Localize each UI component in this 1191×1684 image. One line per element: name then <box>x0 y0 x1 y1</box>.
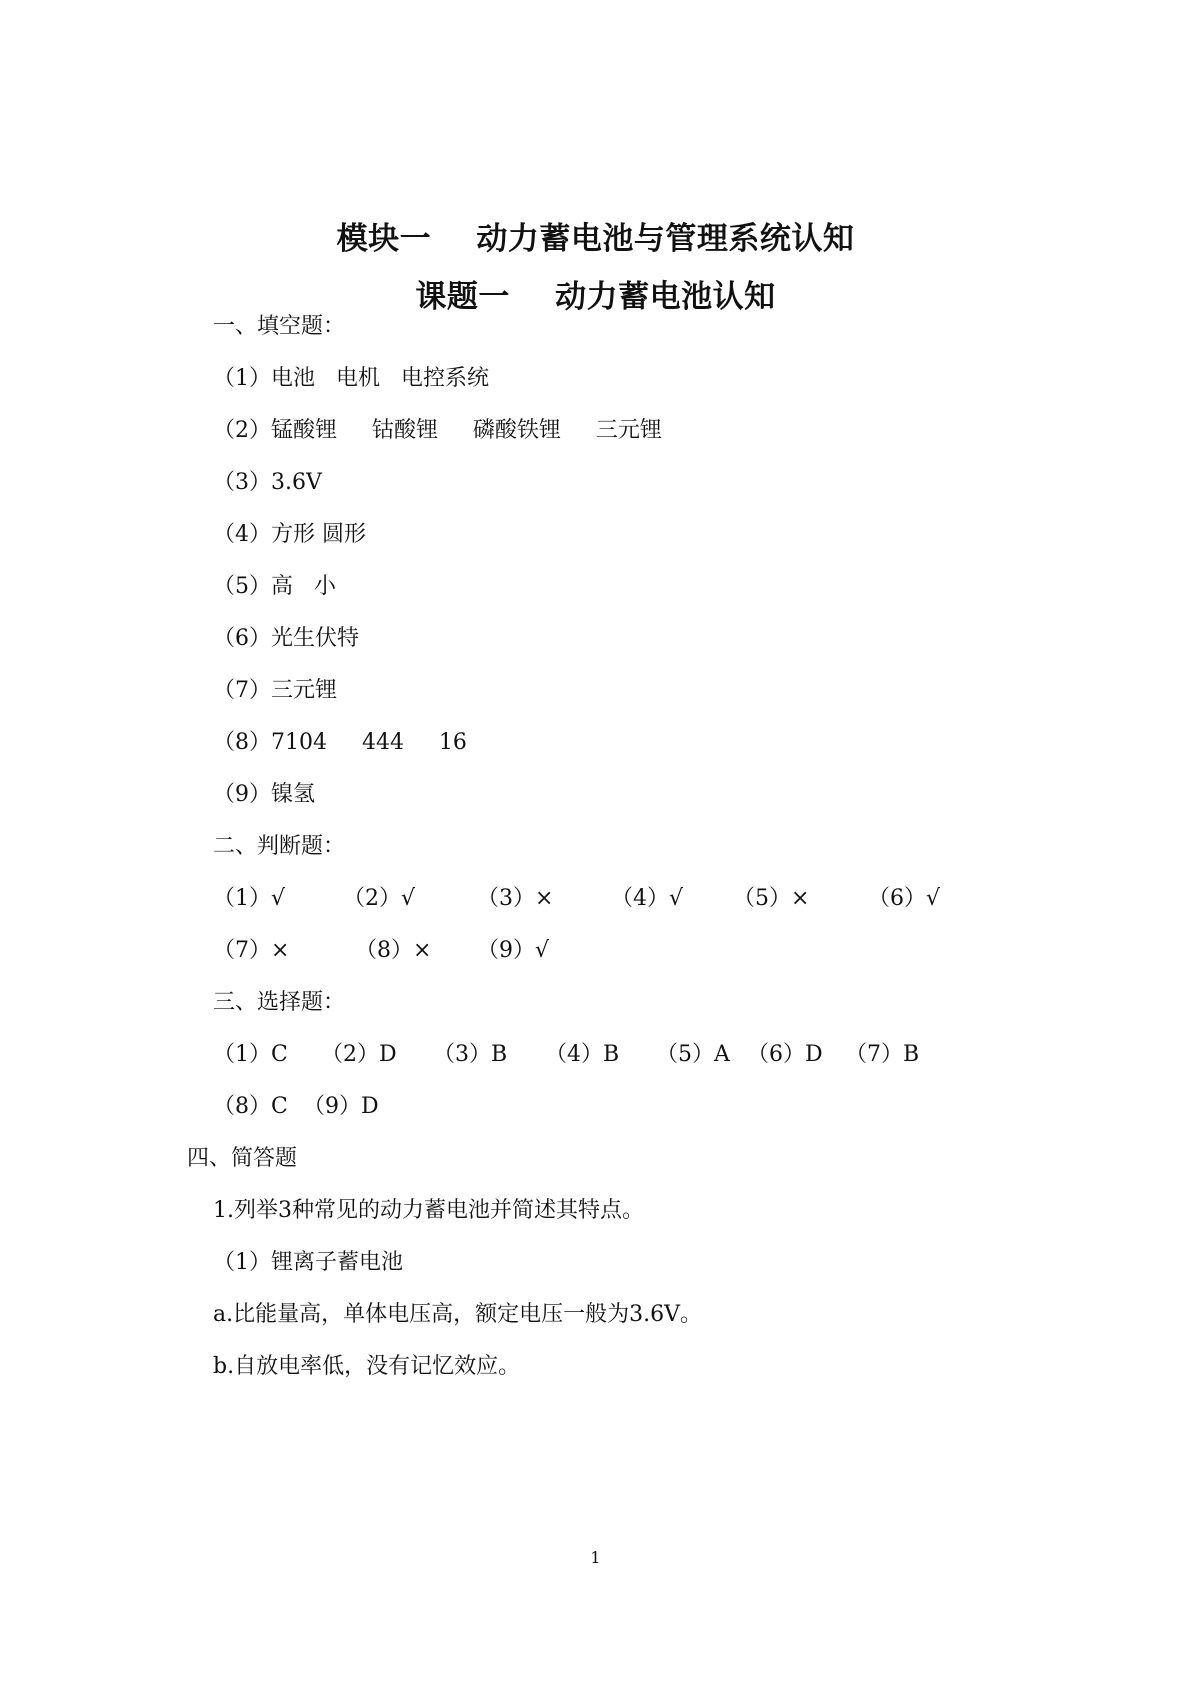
choice-answer-6: （6）D <box>747 1042 823 1067</box>
true-false-answer-1: （1）√ <box>213 886 286 911</box>
choice-answer-2: （2）D <box>321 1042 397 1067</box>
true-false-answer-2: （2）√ <box>343 886 416 911</box>
true-false-answer-7: （7）× <box>213 938 290 963</box>
choice-answer-8: （8）C <box>213 1094 288 1119</box>
fill-in-heading: 一、填空题： <box>213 314 346 339</box>
true-false-answer-6: （6）√ <box>868 886 941 911</box>
choice-answer-4: （4）B <box>545 1042 620 1067</box>
true-false-heading: 二、判断题： <box>213 834 346 859</box>
true-false-answer-8: （8）× <box>355 938 432 963</box>
page-number: 1 <box>590 1548 601 1567</box>
short-answer-point-b: b.自放电率低，没有记忆效应。 <box>213 1354 521 1379</box>
short-answer-sub-heading: （1）锂离子蓄电池 <box>213 1250 403 1275</box>
true-false-answer-5: （5）× <box>733 886 810 911</box>
true-false-answer-3: （3）× <box>477 886 554 911</box>
choice-answer-7: （7）B <box>845 1042 920 1067</box>
true-false-answer-4: （4）√ <box>611 886 684 911</box>
choice-row-2 <box>213 1092 453 1122</box>
short-answer-question: 1.列举3种常见的动力蓄电池并简述其特点。 <box>213 1198 644 1223</box>
choice-heading: 三、选择题： <box>213 990 346 1015</box>
choice-answer-3: （3）B <box>433 1042 508 1067</box>
choice-row-1 <box>213 1040 953 1070</box>
choice-answer-9: （9）D <box>303 1094 379 1119</box>
fill-in-item-2: （2）锰酸锂 钴酸锂 磷酸铁锂 三元锂 <box>213 418 662 443</box>
fill-in-item-4: （4）方形 圆形 <box>213 522 366 547</box>
true-false-row-1 <box>213 884 973 914</box>
true-false-row-2 <box>213 936 613 966</box>
short-answer-heading: 四、简答题 <box>187 1146 298 1171</box>
choice-answer-5: （5）A <box>656 1042 730 1067</box>
fill-in-item-5: （5）高 小 <box>213 574 336 599</box>
fill-in-item-9: （9）镍氢 <box>213 782 315 807</box>
fill-in-item-8: （8）7104 444 16 <box>213 730 467 755</box>
fill-in-item-3: （3）3.6V <box>213 470 322 495</box>
fill-in-item-1: （1）电池 电机 电控系统 <box>213 366 489 391</box>
true-false-answer-9: （9）√ <box>477 938 550 963</box>
module-title: 模块一 动力蓄电池与管理系统认知 <box>336 221 855 257</box>
short-answer-point-a: a.比能量高，单体电压高，额定电压一般为3.6V。 <box>213 1302 702 1327</box>
choice-answer-1: （1）C <box>213 1042 288 1067</box>
fill-in-item-6: （6）光生伏特 <box>213 626 359 651</box>
lesson-title: 课题一 动力蓄电池认知 <box>415 279 776 315</box>
fill-in-item-7: （7）三元锂 <box>213 678 337 703</box>
